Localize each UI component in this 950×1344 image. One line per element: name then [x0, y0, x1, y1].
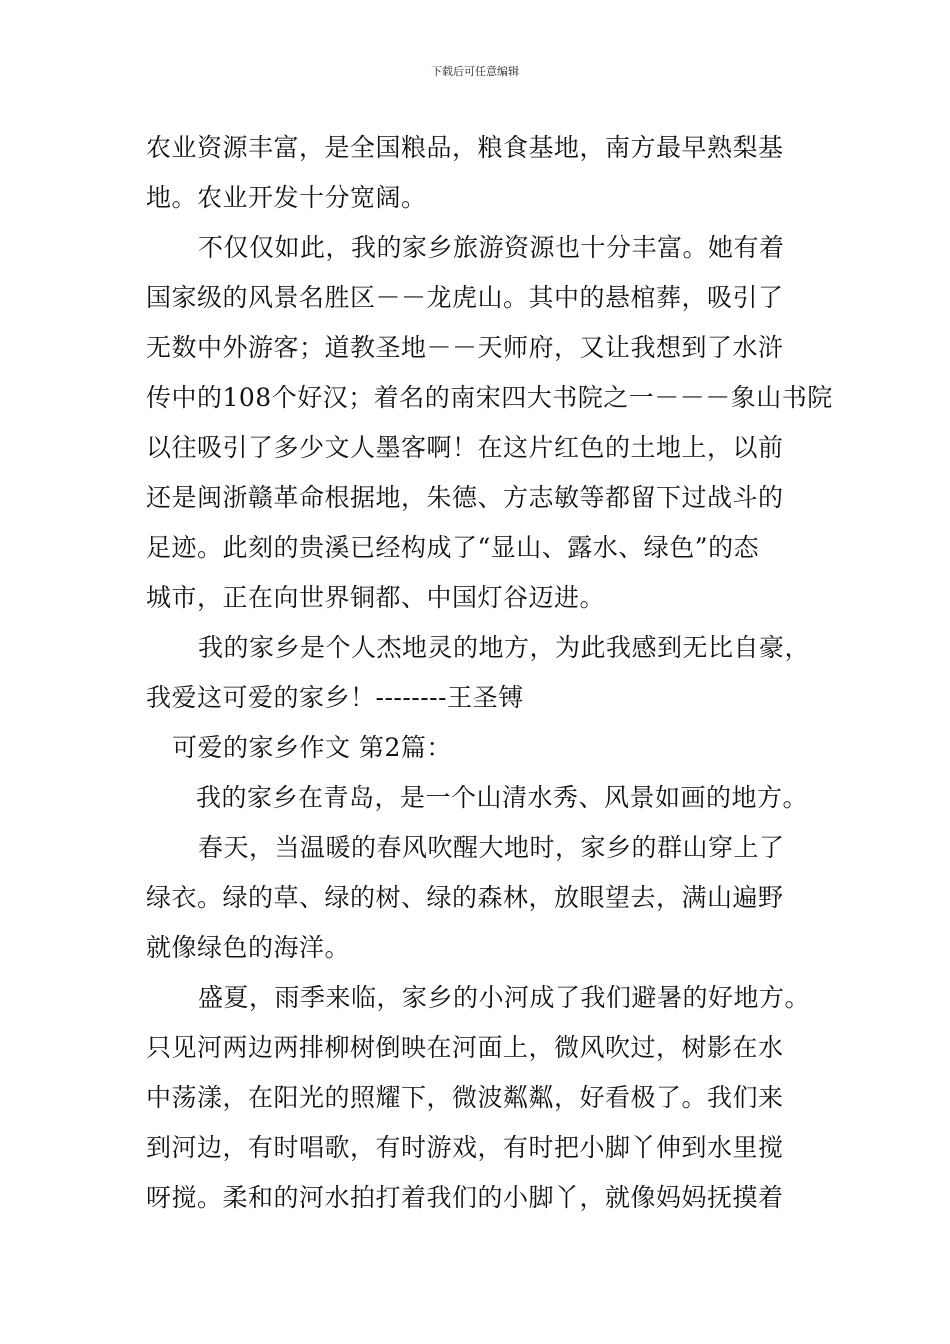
- text-line-10: 城市，正在向世界铜都、中国灯谷迈进。: [146, 583, 606, 612]
- text-line-13: 可爱的家乡作文 第2篇：: [172, 733, 452, 762]
- text-line-18: 盛夏，雨季来临，家乡的小河成了我们避暑的好地方。: [198, 983, 811, 1012]
- text-line-7: 以往吸引了多少文人墨客啊！在这片红色的土地上，以前: [146, 433, 784, 462]
- text-line-3: 不仅仅如此，我的家乡旅游资源也十分丰富。她有着: [198, 233, 785, 262]
- text-line-15: 春天，当温暖的春风吹醒大地时，家乡的群山穿上了: [198, 833, 785, 862]
- text-line-8: 还是闽浙赣革命根据地，朱德、方志敏等都留下过战斗的: [146, 483, 784, 512]
- text-line-5: 无数中外游客；道教圣地－－天师府，又让我想到了水浒: [146, 333, 784, 362]
- text-line-2: 地。农业开发十分宽阔。: [146, 183, 427, 212]
- text-line-4: 国家级的风景名胜区－－龙虎山。其中的悬棺葬，吸引了: [146, 283, 784, 312]
- text-line-14: 我的家乡在青岛，是一个山清水秀、风景如画的地方。: [196, 783, 809, 812]
- text-line-11: 我的家乡是个人杰地灵的地方，为此我感到无比自豪，: [198, 633, 811, 662]
- text-line-9: 足迹。此刻的贵溪已经构成了“显山、露水、绿色”的态: [146, 533, 760, 562]
- text-line-19: 只见河两边两排柳树倒映在河面上，微风吹过，树影在水: [146, 1033, 784, 1062]
- text-line-22: 呀搅。柔和的河水拍打着我们的小脚丫，就像妈妈抚摸着: [146, 1183, 784, 1212]
- text-line-1: 农业资源丰富，是全国粮品，粮食基地，南方最早熟梨基: [146, 133, 784, 162]
- text-line-21: 到河边，有时唱歌，有时游戏，有时把小脚丫伸到水里搅: [146, 1133, 784, 1162]
- page-header: 下载后可任意编辑: [431, 65, 519, 78]
- text-line-6: 传中的108个好汉；着名的南宋四大书院之一－－－象山书院: [146, 383, 833, 412]
- text-line-16: 绿衣。绿的草、绿的树、绿的森林，放眼望去，满山遍野: [146, 883, 784, 912]
- text-line-12: 我爱这可爱的家乡！--------王圣镈: [146, 683, 524, 712]
- text-line-17: 就像绿色的海洋。: [146, 933, 351, 962]
- text-line-20: 中荡漾，在阳光的照耀下，微波粼粼，好看极了。我们来: [146, 1083, 784, 1112]
